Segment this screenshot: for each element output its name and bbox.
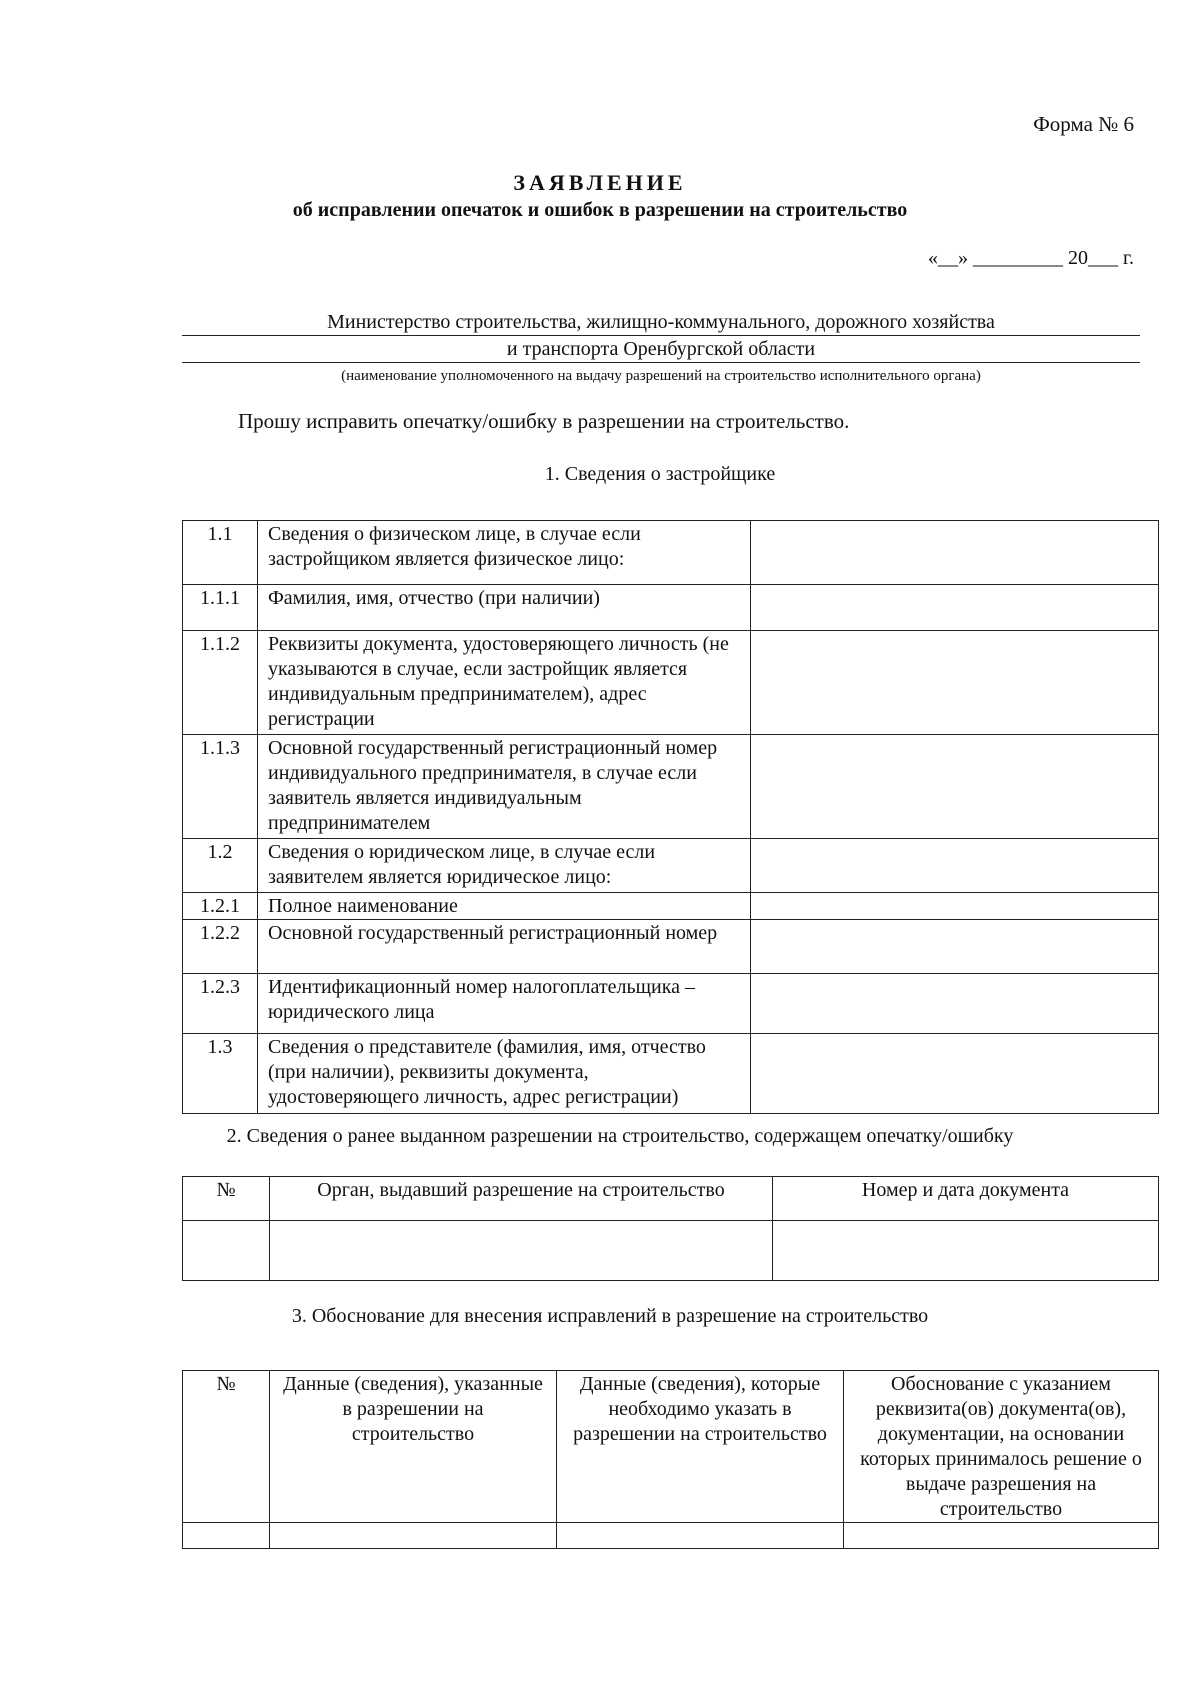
table-row	[183, 974, 1159, 1034]
column-header-number: №	[183, 1371, 270, 1523]
row-number: 1.3	[183, 1034, 258, 1114]
row-value-cell[interactable]	[751, 735, 1159, 839]
form-number: Форма № 6	[1033, 112, 1134, 136]
column-header-issuing-authority: Орган, выдавший разрешение на строительство	[270, 1177, 773, 1221]
row-value-cell[interactable]	[751, 1034, 1159, 1114]
document-subtitle: об исправлении опечаток и ошибок в разрешении на строительство	[292, 199, 908, 221]
row-description: Реквизиты документа, удостоверяющего личность (не указываются в случае, если застройщик является индивидуальным предпринимателем), адрес регистрации	[258, 631, 751, 735]
row-description: Сведения о физическом лице, в случае если застройщиком является физическое лицо:	[258, 521, 751, 585]
authority-caption: (наименование уполномоченного на выдачу разрешений на строительство исполнительного органа)	[341, 368, 981, 384]
table-row	[183, 585, 1159, 631]
column-header-current-data: Данные (сведения), указанные в разрешении на строительство	[270, 1371, 557, 1523]
cell-document-number-date[interactable]	[773, 1221, 1159, 1281]
developer-info-table	[182, 520, 1159, 1114]
table-row	[183, 735, 1159, 839]
authority-name-line-2: и транспорта Оренбургской области	[182, 337, 1140, 363]
row-value-cell[interactable]	[751, 920, 1159, 974]
row-number: 1.1	[183, 521, 258, 585]
row-value-cell[interactable]	[751, 893, 1159, 920]
authority-name-line-1: Министерство строительства, жилищно-коммунального, дорожного хозяйства	[182, 310, 1140, 336]
row-number: 1.2.2	[183, 920, 258, 974]
column-header-number: №	[183, 1177, 270, 1221]
row-number: 1.1.1	[183, 585, 258, 631]
table-row	[183, 521, 1159, 585]
cell-justification[interactable]	[844, 1523, 1159, 1549]
row-number: 1.1.2	[183, 631, 258, 735]
table-row	[183, 920, 1159, 974]
cell-required-data[interactable]	[557, 1523, 844, 1549]
row-description: Основной государственный регистрационный номер	[258, 920, 751, 974]
section-3-title: 3. Обоснование для внесения исправлений в разрешение на строительство	[291, 1305, 929, 1327]
section-2-title: 2. Сведения о ранее выданном разрешении на строительство, содержащем опечатку/ошибку	[226, 1125, 1014, 1147]
section-1-title: 1. Сведения о застройщике	[544, 463, 776, 485]
row-description: Сведения о представителе (фамилия, имя, отчество (при наличии), реквизиты документа, удостоверяющего личность, адрес регистрации)	[258, 1034, 751, 1114]
cell-number[interactable]	[183, 1523, 270, 1549]
previous-permit-table	[182, 1176, 1159, 1281]
table-row	[183, 1523, 1159, 1549]
document-title: ЗАЯВЛЕНИЕ	[513, 170, 687, 195]
cell-issuing-authority[interactable]	[270, 1221, 773, 1281]
row-description: Основной государственный регистрационный номер индивидуального предпринимателя, в случае если заявитель является индивидуальным предпринимателем	[258, 735, 751, 839]
row-description: Идентификационный номер налогоплательщика – юридического лица	[258, 974, 751, 1034]
correction-grounds-table	[182, 1370, 1159, 1549]
table-row	[183, 893, 1159, 920]
column-header-document-number-date: Номер и дата документа	[773, 1177, 1159, 1221]
cell-number[interactable]	[183, 1221, 270, 1281]
row-value-cell[interactable]	[751, 585, 1159, 631]
table-row	[183, 839, 1159, 893]
table-header-row	[183, 1177, 1159, 1221]
row-description: Фамилия, имя, отчество (при наличии)	[258, 585, 751, 631]
row-number: 1.2.1	[183, 893, 258, 920]
row-value-cell[interactable]	[751, 521, 1159, 585]
row-value-cell[interactable]	[751, 839, 1159, 893]
table-row	[183, 1221, 1159, 1281]
date-field: «__» _________ 20___ г.	[928, 247, 1134, 269]
row-number: 1.1.3	[183, 735, 258, 839]
cell-current-data[interactable]	[270, 1523, 557, 1549]
row-value-cell[interactable]	[751, 974, 1159, 1034]
column-header-required-data: Данные (сведения), которые необходимо указать в разрешении на строительство	[557, 1371, 844, 1523]
row-number: 1.2.3	[183, 974, 258, 1034]
request-text: Прошу исправить опечатку/ошибку в разрешении на строительство.	[238, 409, 850, 433]
table-row	[183, 1034, 1159, 1114]
table-header-row	[183, 1371, 1159, 1523]
row-value-cell[interactable]	[751, 631, 1159, 735]
row-description: Сведения о юридическом лице, в случае если заявителем является юридическое лицо:	[258, 839, 751, 893]
column-header-justification: Обоснование с указанием реквизита(ов) документа(ов), документации, на основании которых принималось решение о выдаче разрешения на строительство	[844, 1371, 1159, 1523]
table-row	[183, 631, 1159, 735]
row-description: Полное наименование	[258, 893, 751, 920]
row-number: 1.2	[183, 839, 258, 893]
